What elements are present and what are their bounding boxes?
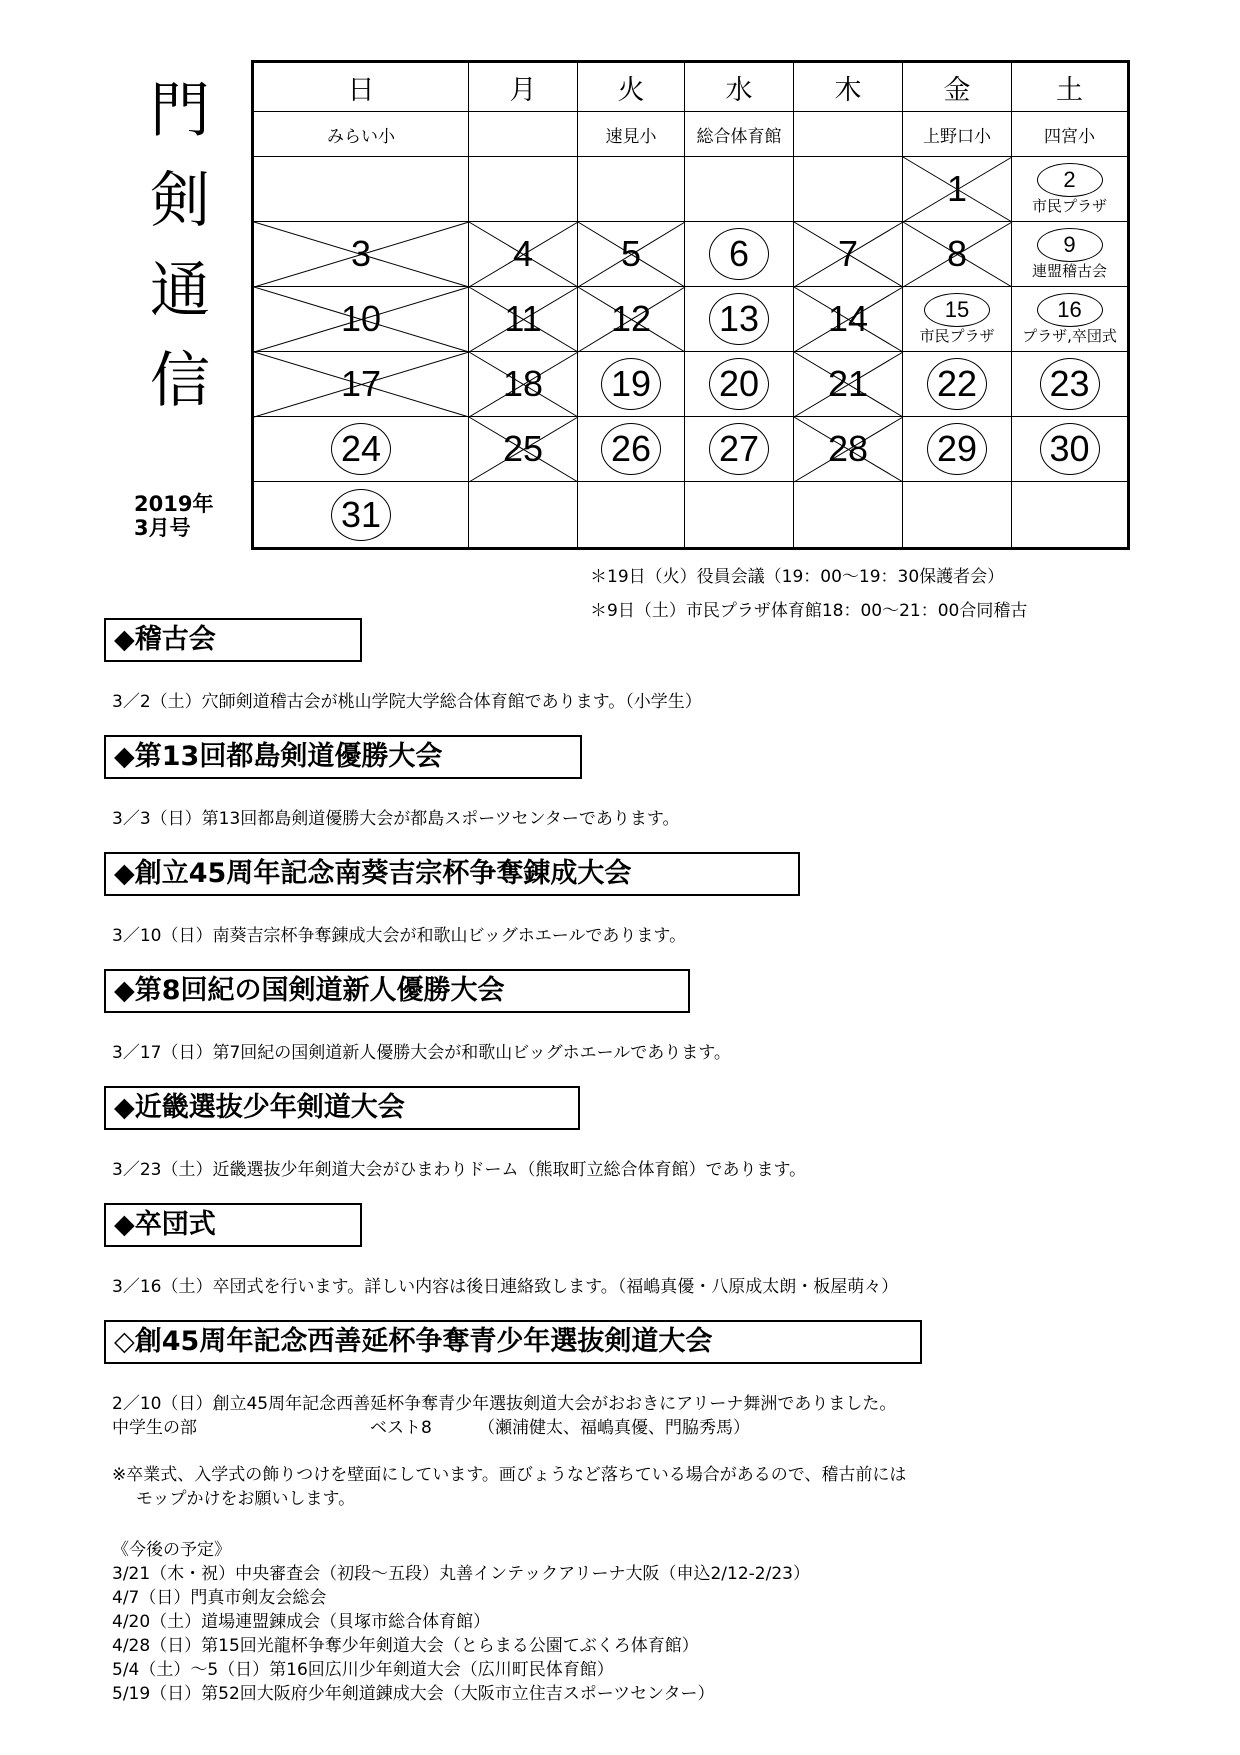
venue-label: 総合体育館 — [685, 112, 794, 157]
day-of-week-header: 水 — [685, 63, 794, 112]
notice-line: モップかけをお願いします。 — [136, 1489, 356, 1509]
day-number: 7 — [837, 233, 859, 274]
day-number: 27 — [709, 423, 769, 475]
schedule-item: 4/20（土）道場連盟錬成会（貝塚市総合体育館） — [112, 1612, 491, 1632]
result-division: 中学生の部 — [112, 1418, 197, 1438]
section-body: 3／10（日）南葵吉宗杯争奪錬成大会が和歌山ビッグホエールであります。 — [112, 926, 687, 946]
title-char: 通 — [150, 256, 210, 326]
day-number: 8 — [946, 233, 968, 274]
practice-calendar — [251, 60, 1130, 550]
day-number: 9 — [1037, 228, 1103, 262]
day-number: 17 — [340, 363, 382, 404]
day-number: 23 — [1040, 358, 1100, 410]
issue-label — [134, 492, 213, 540]
day-number: 10 — [340, 298, 382, 339]
day-number: 18 — [502, 363, 544, 404]
section-heading: ◆創立45周年記念南葵吉宗杯争奪錬成大会 — [104, 852, 800, 896]
day-note: プラザ,卒団式 — [1022, 327, 1117, 345]
day-number: 24 — [331, 423, 391, 475]
venue-label: 上野口小 — [903, 112, 1012, 157]
venue-label: みらい小 — [254, 112, 469, 157]
day-number: 19 — [601, 358, 661, 410]
day-of-week-header: 火 — [578, 63, 685, 112]
title-char: 信 — [150, 346, 210, 416]
day-number: 16 — [1037, 293, 1103, 327]
venue-label: 速見小 — [578, 112, 685, 157]
day-number: 1 — [946, 168, 968, 209]
calendar-note: ＊9日（土）市民プラザ体育館18：00～21：00合同稽古 — [590, 601, 1028, 621]
section-heading: ◆第13回都島剣道優勝大会 — [104, 735, 582, 779]
section-body: 3／17（日）第7回紀の国剣道新人優勝大会が和歌山ビッグホエールであります。 — [112, 1043, 731, 1063]
day-number: 30 — [1040, 423, 1100, 475]
day-number: 29 — [927, 423, 987, 475]
day-of-week-header: 日 — [254, 63, 469, 112]
section-heading: ◆近畿選抜少年剣道大会 — [104, 1086, 580, 1130]
day-number: 12 — [610, 298, 652, 339]
day-number: 20 — [709, 358, 769, 410]
cancelled-marks — [254, 63, 1127, 547]
day-of-week-header: 土 — [1012, 63, 1127, 112]
section-body: 3／2（土）穴師剣道稽古会が桃山学院大学総合体育館であります。（小学生） — [112, 692, 702, 712]
day-of-week-header: 金 — [903, 63, 1012, 112]
day-number: 13 — [709, 293, 769, 345]
section-heading: ◇創45周年記念西善延杯争奪青少年選抜剣道大会 — [104, 1320, 922, 1364]
issue-month: 3月号 — [134, 516, 191, 540]
day-of-week-header: 木 — [794, 63, 903, 112]
notice-line: ※卒業式、入学式の飾りつけを壁面にしています。画びょうなど落ちている場合があるので、稽古前には — [112, 1465, 907, 1485]
day-number: 3 — [350, 233, 372, 274]
schedule-heading: 《今後の予定》 — [112, 1540, 231, 1560]
section-heading: ◆稽古会 — [104, 618, 362, 662]
day-note: 連盟稽古会 — [1031, 262, 1107, 280]
newsletter-title — [140, 66, 220, 426]
day-number: 22 — [927, 358, 987, 410]
day-note: 市民プラザ — [919, 327, 995, 345]
section-heading: ◆卒団式 — [104, 1203, 362, 1247]
day-number: 14 — [827, 298, 869, 339]
day-number: 28 — [827, 428, 869, 469]
title-char: 剣 — [150, 166, 210, 236]
issue-year: 2019年 — [134, 492, 214, 516]
calendar-note: ＊19日（火）役員会議（19：00～19：30保護者会） — [590, 567, 1005, 587]
day-note: 市民プラザ — [1031, 197, 1107, 215]
day-number: 6 — [709, 228, 769, 280]
day-number: 26 — [601, 423, 661, 475]
schedule-item: 4/28（日）第15回光龍杯争奪少年剣道大会（とらまる公園てぶくろ体育館） — [112, 1636, 699, 1656]
section-body: 3／16（土）卒団式を行います。詳しい内容は後日連絡致します。（福嶋真優・八原成太朗・板屋萌々） — [112, 1277, 899, 1297]
schedule-item: 5/4（土）～5（日）第16回広川少年剣道大会（広川町民体育館） — [112, 1660, 614, 1680]
section-body: 3／3（日）第13回都島剣道優勝大会が都島スポーツセンターであります。 — [112, 809, 680, 829]
result-names: （瀬浦健太、福嶋真優、門脇秀馬） — [478, 1418, 750, 1438]
day-number: 15 — [924, 293, 990, 327]
schedule-item: 4/7（日）門真市剣友会総会 — [112, 1588, 327, 1608]
day-number: 2 — [1037, 163, 1103, 197]
section-heading: ◆第8回紀の国剣道新人優勝大会 — [104, 969, 690, 1013]
day-number: 25 — [502, 428, 544, 469]
day-number: 5 — [620, 233, 642, 274]
day-number: 21 — [827, 363, 869, 404]
schedule-item: 3/21（木・祝）中央審査会（初段～五段）丸善インテックアリーナ大阪（申込2/12-2/23） — [112, 1564, 810, 1584]
schedule-item: 5/19（日）第52回大阪府少年剣道錬成大会（大阪市立住吉スポーツセンター） — [112, 1684, 715, 1704]
result-rank: ベスト8 — [370, 1418, 432, 1438]
section-body: 2／10（日）創立45周年記念西善延杯争奪青少年選抜剣道大会がおおきにアリーナ舞洲でありました。 — [112, 1394, 897, 1414]
day-of-week-header: 月 — [469, 63, 578, 112]
day-number: 11 — [504, 298, 542, 339]
title-char: 門 — [150, 76, 210, 146]
day-number: 31 — [331, 489, 391, 541]
day-number: 4 — [512, 233, 534, 274]
section-body: 3／23（土）近畿選抜少年剣道大会がひまわりドーム（熊取町立総合体育館）であります。 — [112, 1160, 807, 1180]
venue-label: 四宮小 — [1012, 112, 1127, 157]
